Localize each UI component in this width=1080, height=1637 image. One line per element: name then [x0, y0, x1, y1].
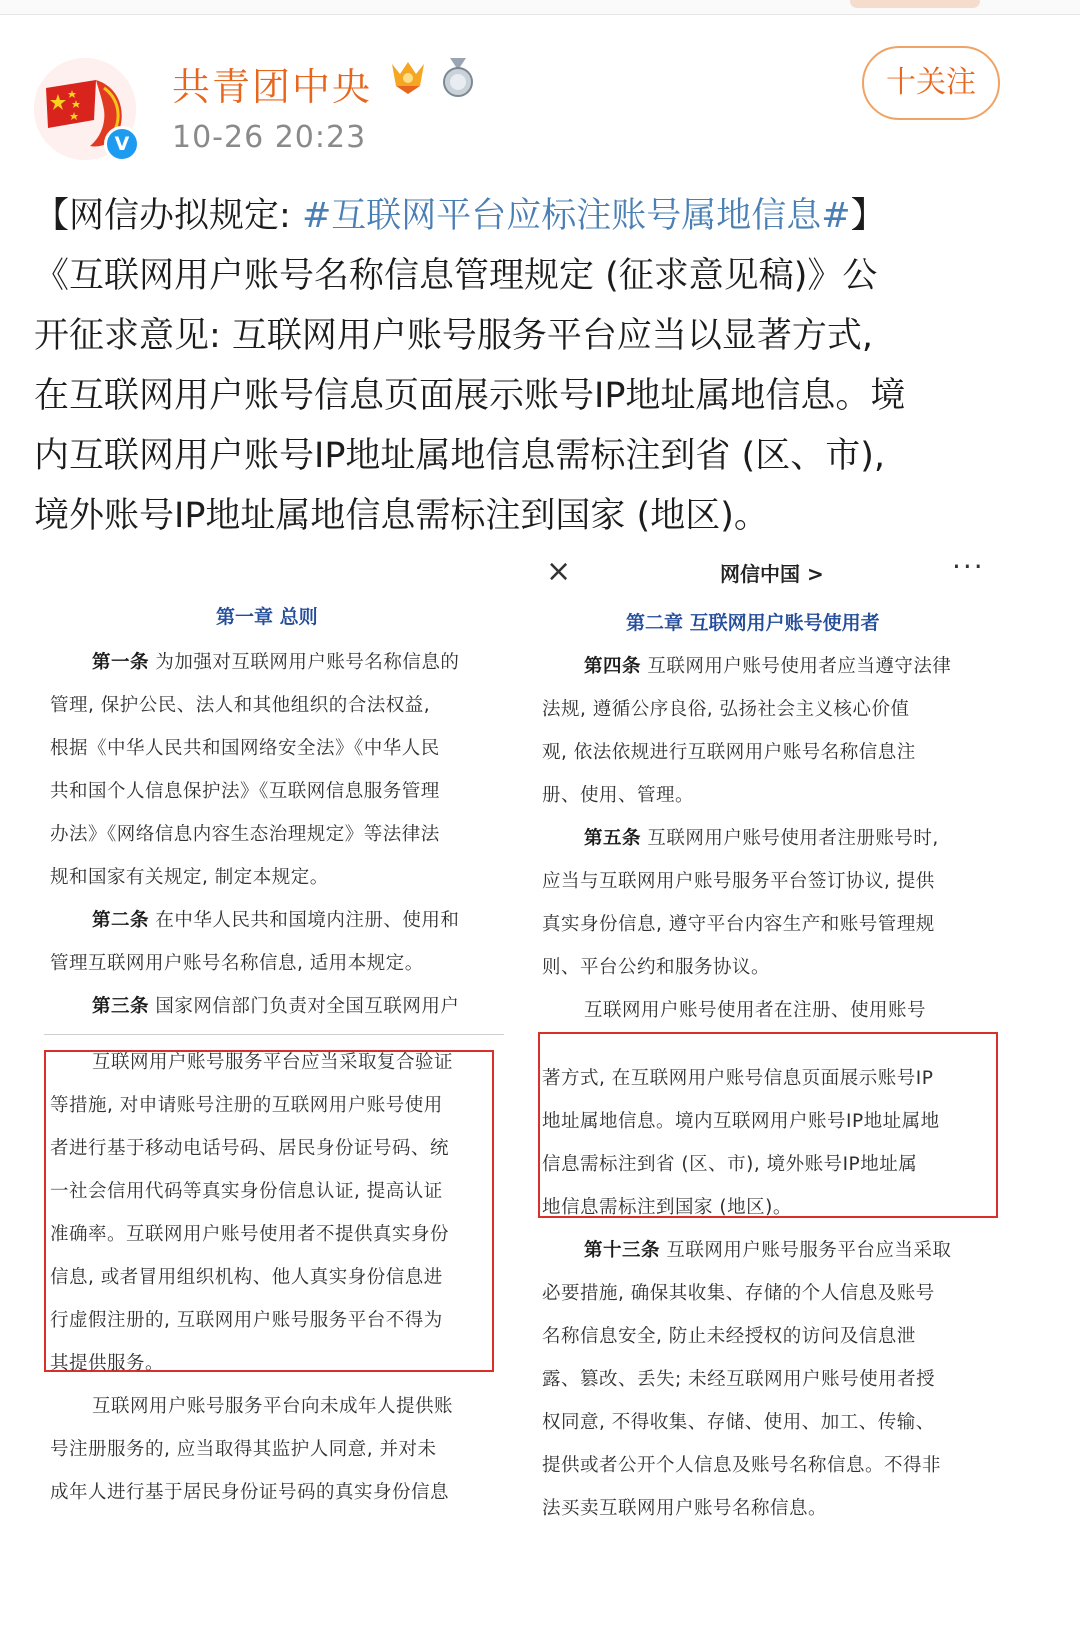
doc-line: 准确率。互联网用户账号使用者不提供真实身份 — [50, 1224, 450, 1245]
doc-text: 在中华人民共和国境内注册、使用和 — [149, 910, 460, 931]
doc-line: 管理, 保护公民、法人和其他组织的合法权益, — [50, 695, 431, 716]
post-line-1 — [34, 186, 1050, 246]
chapter-heading: 第二章 互联网用户账号使用者 — [626, 612, 880, 634]
open-bracket: 【 — [34, 196, 70, 236]
top-decoration — [850, 0, 980, 8]
doc-line: 互联网用户账号服务平台向未成年人提供账 — [92, 1396, 454, 1417]
doc-text: 为加强对互联网用户账号名称信息的 — [149, 652, 460, 673]
doc-text: 互联网用户账号使用者应当遵守法律 — [641, 656, 952, 677]
page-divider — [44, 1034, 504, 1035]
vip-badge-icon[interactable] — [388, 60, 428, 96]
doc-line: 必要措施, 确保其收集、存储的个人信息及账号 — [542, 1283, 935, 1304]
article-label: 第四条 — [584, 656, 642, 677]
status-strip — [0, 0, 1080, 15]
doc-line: 法规, 遵循公序良俗, 弘扬社会主义核心价值 — [542, 699, 910, 720]
hashtag-link[interactable]: #互联网平台应标注账号属地信息# — [301, 196, 851, 236]
post-line: 内互联网用户账号IP地址属地信息需标注到省 (区、市), — [34, 436, 885, 476]
article-label: 第一条 — [92, 652, 150, 673]
doc-text: 国家网信部门负责对全国互联网用户 — [149, 996, 460, 1017]
doc-line: 根据《中华人民共和国网络安全法》《中华人民 — [50, 738, 440, 759]
doc-line: 著方式, 在互联网用户账号信息页面展示账号IP — [542, 1068, 934, 1089]
doc-line: 册、使用、管理。 — [542, 785, 695, 806]
doc-line: 互联网用户账号服务平台应当采取复合验证 — [92, 1052, 454, 1073]
doc-text: 互联网用户账号使用者注册账号时, — [641, 828, 939, 849]
doc-line — [584, 652, 951, 678]
nav-title[interactable]: 网信中国 > — [720, 562, 824, 586]
doc-line: 地信息需标注到国家 (地区)。 — [542, 1197, 792, 1218]
account-name[interactable]: 共青团中央 — [172, 65, 373, 109]
article-label: 第五条 — [584, 828, 642, 849]
close-icon[interactable]: × — [546, 554, 572, 589]
document-image-left[interactable] — [40, 586, 510, 1586]
doc-line: 号注册服务的, 应当取得其监护人同意, 并对未 — [50, 1439, 437, 1460]
doc-line: 信息需标注到省 (区、市), 境外账号IP地址属 — [542, 1154, 918, 1175]
article-label: 第二条 — [92, 910, 150, 931]
doc-line: 观, 依法依规进行互联网用户账号名称信息注 — [542, 742, 916, 763]
close-bracket: 】 — [850, 196, 886, 236]
doc-line: 地址属地信息。境内互联网用户账号IP地址属地 — [542, 1111, 940, 1132]
more-icon[interactable]: ··· — [952, 550, 985, 583]
doc-line: 办法》《网络信息内容生态治理规定》等法律法 — [50, 824, 440, 845]
doc-line: 露、篡改、丢失; 未经互联网用户账号使用者授 — [542, 1369, 936, 1390]
doc-line — [584, 1236, 951, 1262]
doc-line: 等措施, 对申请账号注册的互联网用户账号使用 — [50, 1095, 443, 1116]
document-image-right[interactable] — [528, 550, 1003, 1580]
doc-line: 应当与互联网用户账号服务平台签订协议, 提供 — [542, 871, 935, 892]
post-line: 境外账号IP地址属地信息需标注到国家 (地区)。 — [34, 496, 769, 536]
doc-line: 管理互联网用户账号名称信息, 适用本规定。 — [50, 953, 424, 974]
doc-line: 互联网用户账号使用者在注册、使用账号 — [584, 1000, 927, 1021]
article-label: 第三条 — [92, 996, 150, 1017]
doc-line: 则、平台公约和服务协议。 — [542, 957, 771, 978]
follow-button[interactable]: 十关注 — [862, 46, 1000, 120]
doc-line: 成年人进行基于居民身份证号码的真实身份信息 — [50, 1482, 450, 1503]
post-timestamp: 10-26 20:23 — [172, 120, 367, 155]
doc-line — [584, 824, 939, 850]
doc-line: 真实身份信息, 遵守平台内容生产和账号管理规 — [542, 914, 935, 935]
doc-line: 共和国个人信息保护法》《互联网信息服务管理 — [50, 781, 440, 802]
chapter-heading: 第一章 总则 — [216, 606, 318, 628]
doc-line: 权同意, 不得收集、存储、使用、加工、传输、 — [542, 1412, 935, 1433]
doc-line: 信息, 或者冒用组织机构、他人真实身份信息进 — [50, 1267, 443, 1288]
post-lead: 网信办拟规定: — [69, 196, 302, 236]
doc-text: 互联网用户账号服务平台应当采取 — [660, 1240, 952, 1261]
doc-line: 名称信息安全, 防止未经授权的访问及信息泄 — [542, 1326, 916, 1347]
post-line: 《互联网用户账号名称信息管理规定 (征求意见稿)》公 — [34, 256, 878, 296]
doc-line — [92, 648, 459, 674]
doc-line: 一社会信用代码等真实身份信息认证, 提高认证 — [50, 1181, 443, 1202]
medal-badge-icon[interactable] — [440, 58, 476, 98]
doc-line: 其提供服务。 — [50, 1353, 165, 1374]
doc-line — [92, 906, 459, 932]
doc-line: 提供或者公开个人信息及账号名称信息。不得非 — [542, 1455, 942, 1476]
post-line: 开征求意见: 互联网用户账号服务平台应当以显著方式, — [34, 316, 874, 356]
doc-line: 规和国家有关规定, 制定本规定。 — [50, 867, 329, 888]
post-body — [34, 186, 1050, 546]
doc-line — [92, 992, 459, 1018]
verified-icon: V — [104, 126, 140, 162]
article-label: 第十三条 — [584, 1240, 661, 1261]
doc-line: 行虚假注册的, 互联网用户账号服务平台不得为 — [50, 1310, 443, 1331]
doc-line: 法买卖互联网用户账号名称信息。 — [542, 1498, 828, 1519]
doc-line: 者进行基于移动电话号码、居民身份证号码、统 — [50, 1138, 450, 1159]
post-line: 在互联网用户账号信息页面展示账号IP地址属地信息。境 — [34, 376, 906, 416]
